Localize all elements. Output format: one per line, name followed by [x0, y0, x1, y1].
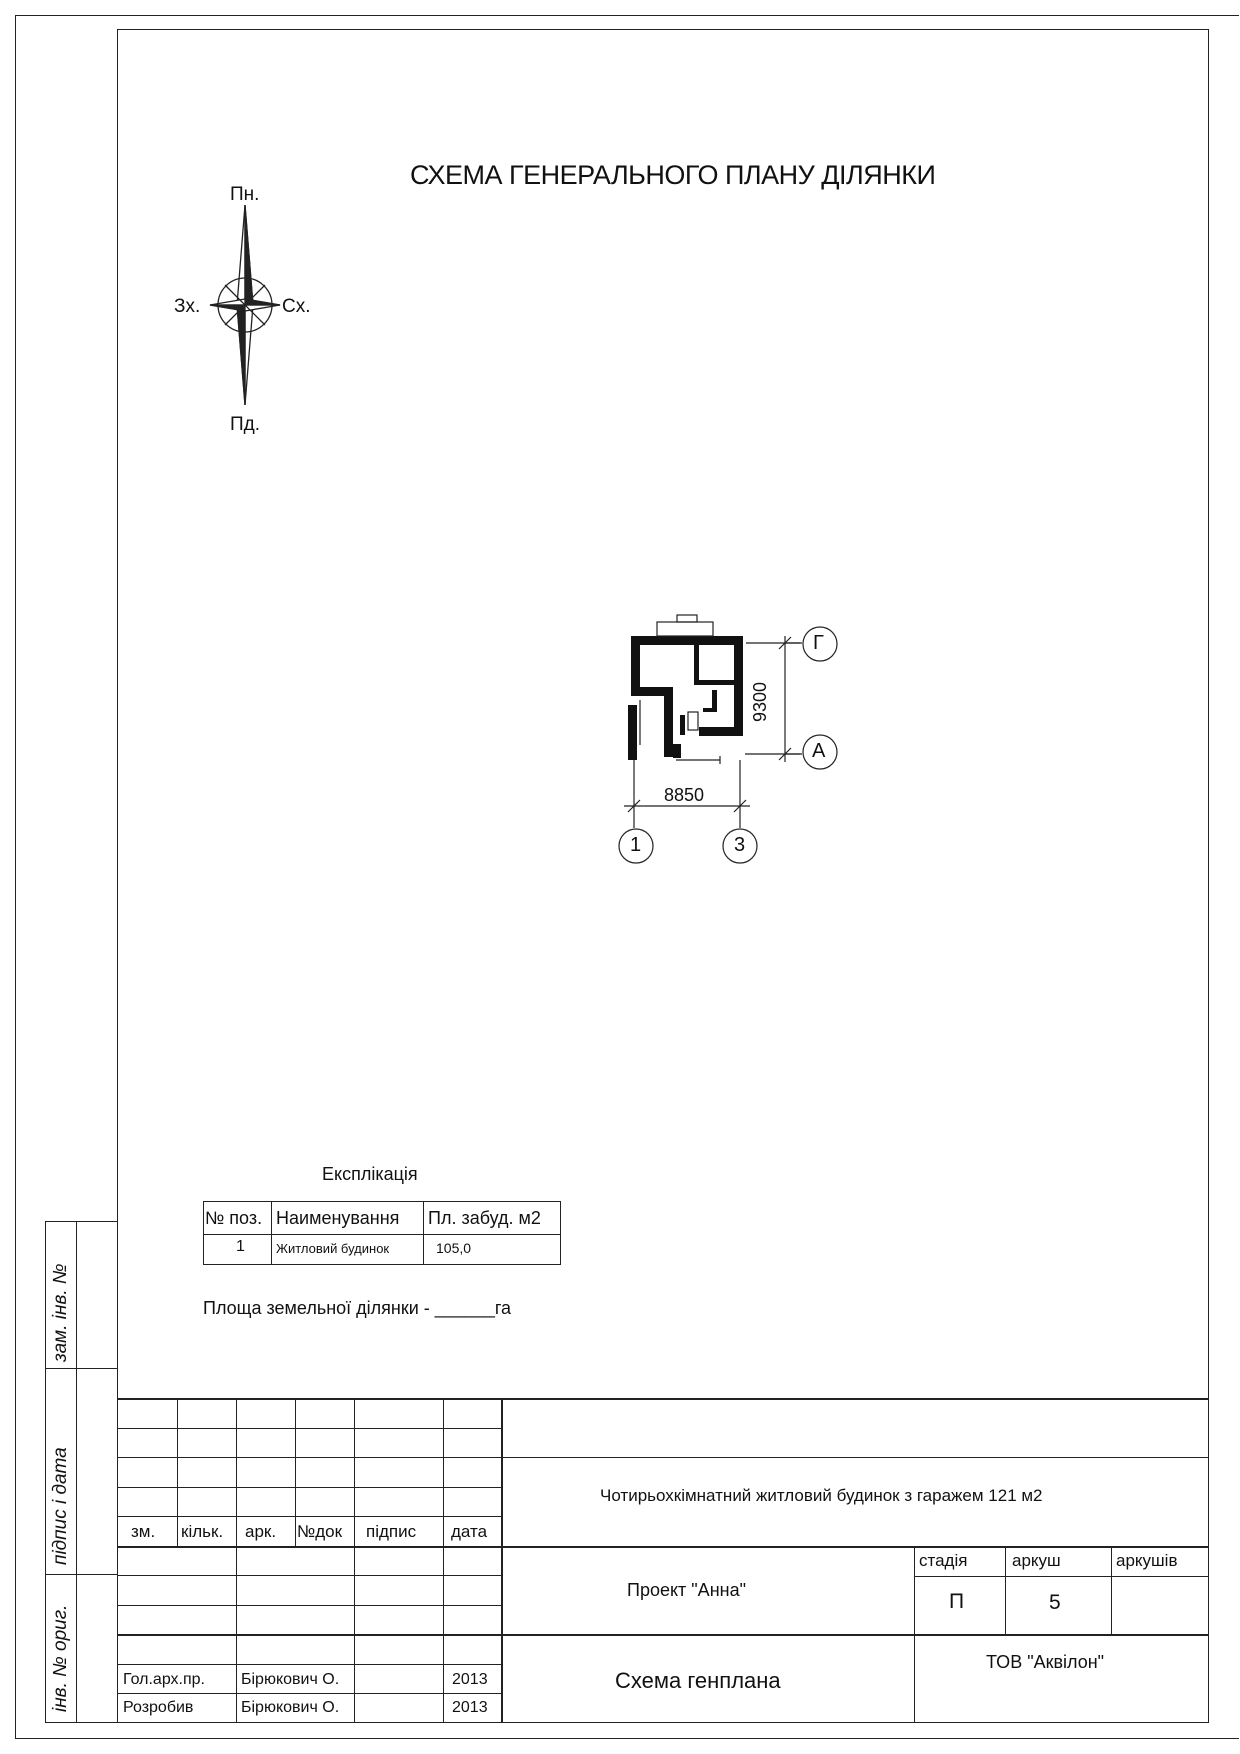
tb-sign-year-2: 2013 — [452, 1699, 488, 1716]
tb-stage-value: П — [949, 1590, 965, 1613]
tb-company: ТОВ "Аквілон" — [986, 1652, 1105, 1672]
explication-col-divider — [423, 1201, 424, 1265]
axis-label-3: 3 — [734, 834, 746, 856]
tb-row — [117, 1487, 501, 1488]
tb-col — [501, 1398, 503, 1723]
axis-label-1: 1 — [630, 834, 642, 856]
tb-row — [117, 1664, 501, 1665]
tb-col — [177, 1398, 178, 1546]
tb-row — [117, 1605, 501, 1606]
tb-row — [117, 1457, 1209, 1458]
tb-header-doc: №док — [297, 1522, 343, 1541]
tb-col — [914, 1546, 915, 1723]
side-stamp-row — [45, 1574, 118, 1575]
compass-west-label: Зх. — [174, 296, 201, 317]
tb-col — [295, 1398, 296, 1546]
side-stamp-replace-inv: зам. інв. № — [50, 1263, 71, 1362]
tb-sign-role-1: Гол.арх.пр. — [123, 1671, 205, 1688]
tb-sheet-header: аркуш — [1012, 1551, 1061, 1570]
tb-row — [117, 1575, 501, 1576]
land-area-text: Площа земельної ділянки - ______га — [203, 1298, 512, 1318]
side-stamp-row — [45, 1368, 118, 1369]
tb-sheets-header: аркушів — [1116, 1551, 1178, 1570]
tb-col — [443, 1398, 444, 1723]
explication-cell-name: Житловий будинок — [276, 1241, 390, 1256]
tb-sheet-value: 5 — [1049, 1591, 1061, 1614]
explication-header-area: Пл. забуд. м2 — [428, 1208, 541, 1228]
explication-heading: Експлікація — [322, 1164, 418, 1184]
side-stamp-inv-orig: інв. № ориг. — [50, 1604, 71, 1712]
compass-south-label: Пд. — [230, 414, 261, 435]
compass-north-label: Пн. — [230, 184, 260, 205]
explication-header-pos: № поз. — [205, 1208, 263, 1228]
tb-col — [1005, 1546, 1006, 1634]
side-stamp-sign-date: підпис і дата — [50, 1447, 71, 1565]
tb-sign-name-1: Бірюкович О. — [241, 1671, 340, 1688]
explication-header-name: Наименування — [276, 1208, 400, 1228]
tb-header-change: зм. — [131, 1522, 156, 1541]
tb-project: Проект "Анна" — [627, 1580, 746, 1600]
tb-sign-year-1: 2013 — [452, 1671, 488, 1688]
tb-header-sheet: арк. — [245, 1522, 277, 1541]
tb-row — [117, 1546, 1209, 1548]
axis-label-a: А — [812, 740, 826, 762]
tb-top — [117, 1398, 1209, 1400]
side-stamp-col — [76, 1221, 77, 1723]
tb-row — [117, 1516, 501, 1517]
tb-project-name: Чотирьохкімнатний житловий будинок з гаражем 121 м2 — [600, 1486, 1043, 1505]
dimension-width-label: 8850 — [664, 785, 705, 805]
tb-sign-name-2: Бірюкович О. — [241, 1699, 340, 1716]
explication-cell-area: 105,0 — [436, 1240, 472, 1256]
tb-header-date: дата — [451, 1522, 488, 1541]
explication-divider — [203, 1234, 561, 1235]
tb-stage-header: стадія — [919, 1551, 968, 1570]
tb-col — [236, 1398, 237, 1546]
tb-sheet-title: Схема генплана — [615, 1668, 781, 1693]
explication-col-divider — [271, 1201, 272, 1265]
tb-row — [117, 1693, 501, 1694]
page-title: СХЕМА ГЕНЕРАЛЬНОГО ПЛАНУ ДІЛЯНКИ — [410, 160, 936, 190]
tb-header-count: кільк. — [181, 1522, 224, 1541]
compass-east-label: Сх. — [282, 296, 311, 317]
tb-col — [1111, 1546, 1112, 1634]
tb-row — [914, 1576, 1209, 1577]
explication-cell-pos: 1 — [236, 1238, 245, 1255]
tb-sign-role-2: Розробив — [123, 1699, 194, 1716]
tb-col — [354, 1398, 355, 1723]
tb-header-sign: підпис — [366, 1522, 417, 1541]
tb-row — [117, 1428, 501, 1429]
tb-row — [117, 1634, 1209, 1636]
dimension-height-label: 9300 — [750, 681, 770, 722]
axis-label-g: Г — [813, 632, 824, 654]
